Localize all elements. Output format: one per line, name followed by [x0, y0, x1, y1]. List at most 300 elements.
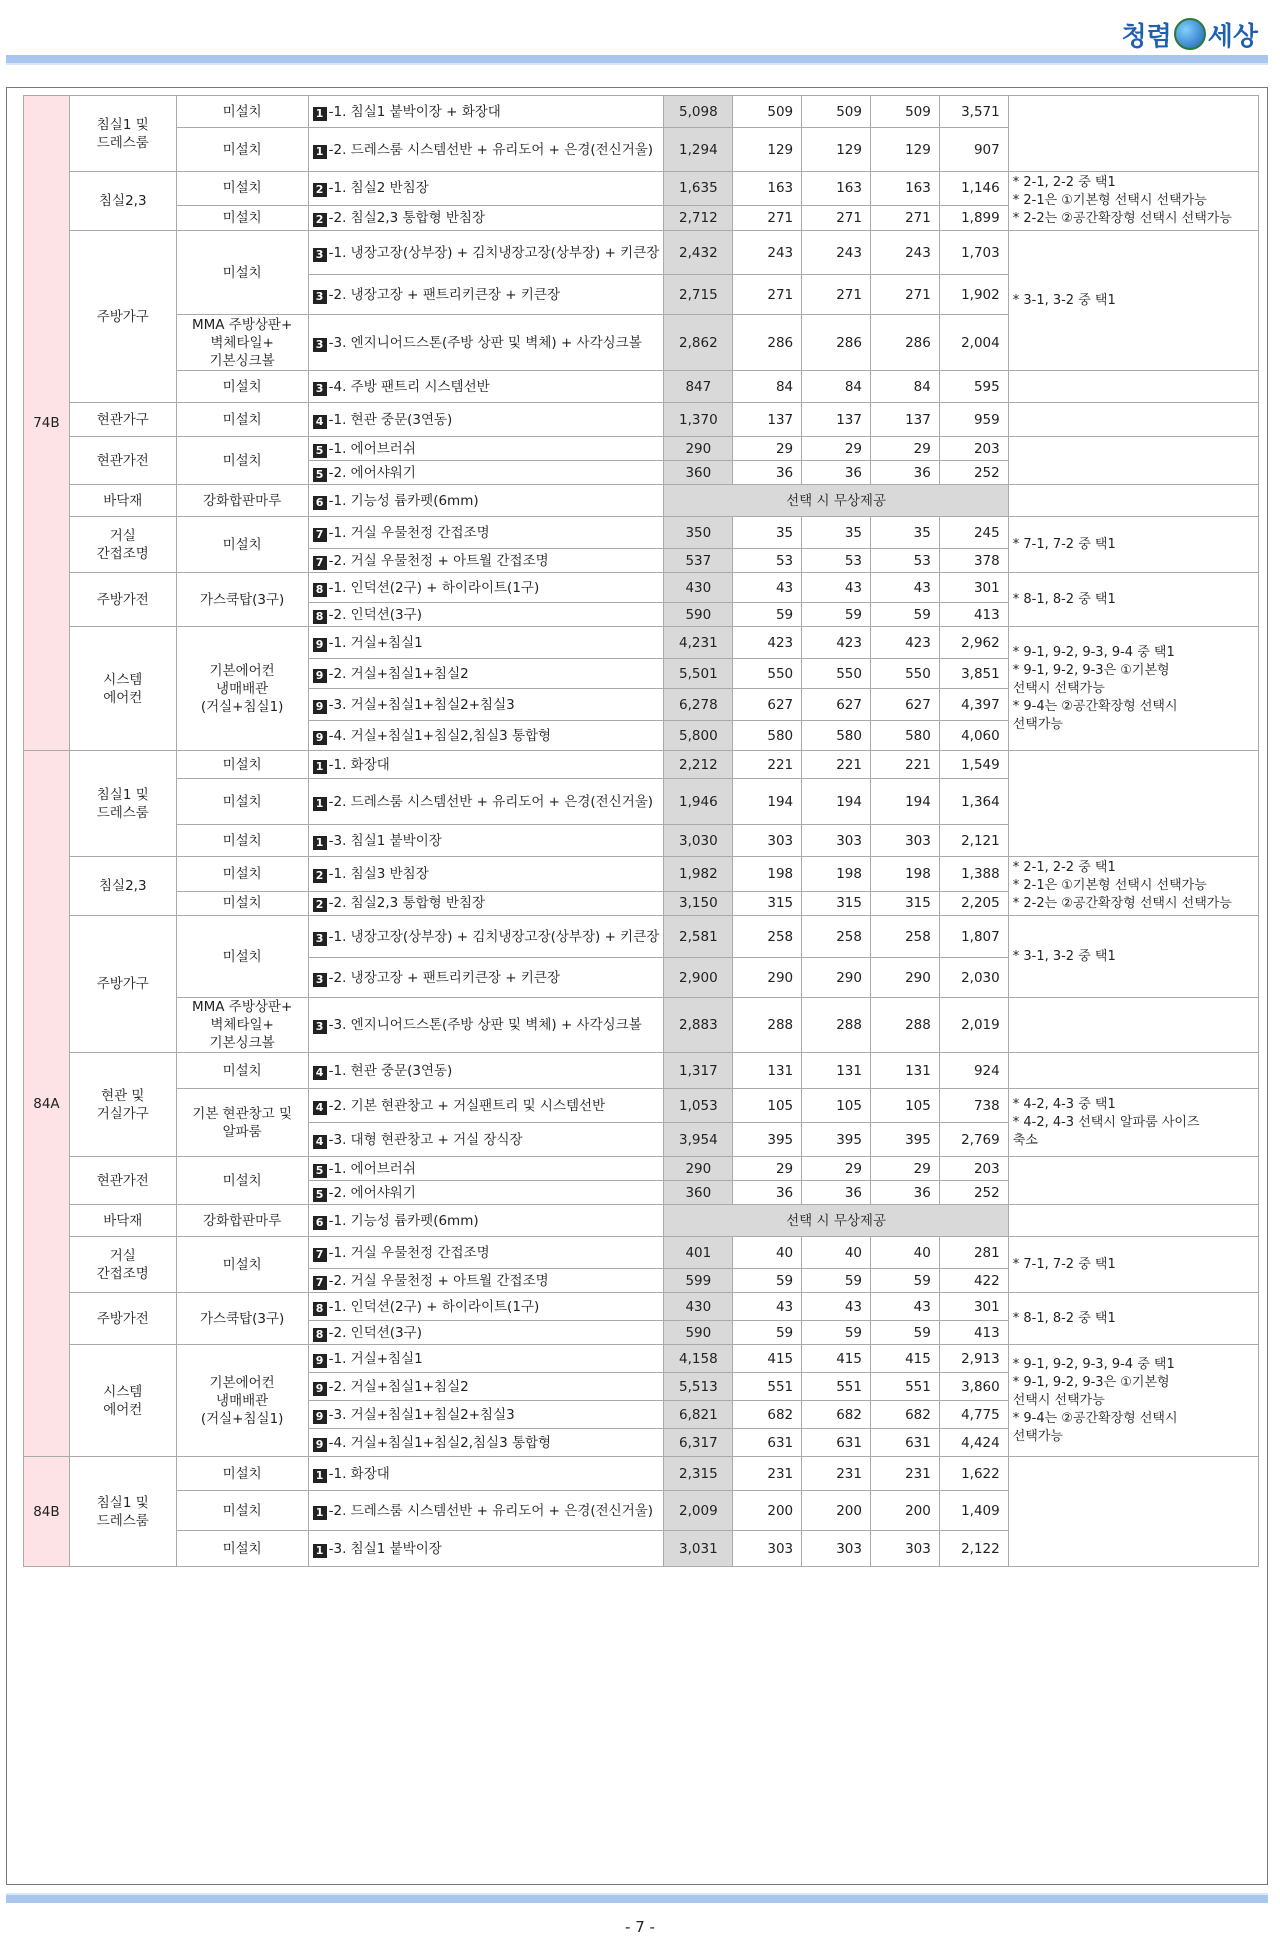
payment-3-cell	[871, 172, 940, 206]
option-item-cell	[308, 1053, 664, 1089]
cell-text: 198	[836, 865, 862, 882]
price-cell	[664, 857, 733, 892]
price-cell	[664, 517, 733, 549]
cell-text: 290	[685, 440, 712, 457]
category-cell	[69, 172, 176, 231]
option-item-text: -2. 드레스룸 시스템선반 + 유리도어 + 은경(전신거울)	[328, 141, 654, 158]
cell-text: 105	[767, 1097, 794, 1114]
option-item-text: -1. 에어브러쉬	[328, 1160, 416, 1177]
cell-text: 미설치	[222, 103, 262, 120]
balance-cell	[939, 1269, 1008, 1293]
payment-2-cell	[802, 1429, 871, 1457]
option-item-text: -3. 거실+침실1+침실2+침실3	[328, 1406, 515, 1423]
balance-cell	[939, 825, 1008, 857]
cell-text: 1,946	[679, 793, 718, 810]
base-spec-cell	[176, 1089, 308, 1157]
cell-text: 5,513	[679, 1378, 718, 1395]
table-row	[24, 1205, 1259, 1237]
payment-2-cell	[802, 1089, 871, 1123]
balance-cell	[939, 172, 1008, 206]
option-number-badge: 1	[313, 797, 327, 811]
option-number-badge: 3	[313, 932, 327, 946]
cell-text: 221	[836, 756, 862, 773]
price-cell	[664, 916, 733, 958]
payment-2-cell	[802, 1457, 871, 1491]
category-cell	[69, 231, 176, 403]
option-item-cell	[308, 659, 664, 689]
base-spec-cell	[176, 172, 308, 206]
option-item-cell	[308, 205, 664, 230]
cell-text: (거실+침실1)	[200, 698, 284, 715]
option-item-text: -4. 거실+침실1+침실2,침실3 통합형	[328, 1434, 552, 1451]
cell-text: 550	[767, 665, 794, 682]
cell-text: 627	[836, 696, 862, 713]
cell-text: 벽체타일+	[210, 334, 274, 351]
cell-text: 29	[844, 1160, 862, 1177]
price-cell	[664, 96, 733, 128]
option-item-cell	[308, 517, 664, 549]
payment-3-cell	[871, 573, 940, 603]
cell-text: 271	[836, 209, 862, 226]
cell-text: 194	[767, 793, 794, 810]
price-cell	[664, 315, 733, 371]
cell-text: 2,315	[679, 1465, 718, 1482]
cell-text: 631	[836, 1434, 862, 1451]
payment-3-cell	[871, 1237, 940, 1269]
option-item-text: -4. 거실+침실1+침실2,침실3 통합형	[328, 727, 552, 744]
cell-text: 29	[775, 440, 794, 457]
cell-text: 냉매배관	[216, 680, 269, 697]
cell-text: 290	[905, 969, 931, 986]
price-cell	[664, 205, 733, 230]
table-row	[24, 1457, 1259, 1491]
cell-text: 907	[973, 141, 1000, 158]
cell-text: 4,158	[679, 1350, 718, 1367]
balance-cell	[939, 998, 1008, 1053]
note-cell	[1008, 1089, 1258, 1157]
cell-text: 590	[685, 1324, 712, 1341]
cell-text: 3,031	[679, 1540, 718, 1557]
balance-cell	[939, 916, 1008, 958]
payment-1-cell	[733, 573, 802, 603]
cell-text: 침실2,3	[98, 193, 147, 209]
option-number-badge: 1	[313, 145, 327, 159]
cell-text: 강화합판마루	[203, 492, 282, 509]
option-item-cell	[308, 1531, 664, 1567]
payment-2-cell	[802, 627, 871, 659]
option-item-cell	[308, 485, 664, 517]
cell-text: 선택시 선택가능	[1012, 1392, 1105, 1408]
cell-text: 303	[905, 832, 931, 849]
cell-text: 36	[775, 464, 794, 481]
balance-cell	[939, 857, 1008, 892]
cell-text: 301	[973, 579, 1000, 596]
payment-2-cell	[802, 128, 871, 172]
base-spec-cell	[176, 1205, 308, 1237]
cell-text: 2,962	[961, 634, 1000, 651]
payment-2-cell	[802, 1269, 871, 1293]
cell-text: 413	[973, 1324, 1000, 1341]
category-cell	[69, 1053, 176, 1157]
cell-text: 6,821	[679, 1406, 718, 1423]
cell-text: 1,388	[961, 865, 1000, 882]
option-item-text: -3. 엔지니어드스톤(주방 상판 및 벽체) + 사각싱크볼	[328, 1017, 642, 1033]
option-item-cell	[308, 461, 664, 485]
payment-3-cell	[871, 1429, 940, 1457]
payment-1-cell	[733, 659, 802, 689]
cell-text: 40	[775, 1244, 794, 1261]
table-row	[24, 627, 1259, 659]
cell-text: 거실	[109, 527, 136, 544]
cell-text: 기본에어컨	[209, 1374, 275, 1391]
payment-1-cell	[733, 1345, 802, 1373]
footer-bar	[6, 1895, 1268, 1903]
payment-3-cell	[871, 549, 940, 573]
cell-text: 2,205	[961, 895, 1000, 912]
price-cell	[664, 1157, 733, 1181]
option-item-cell	[308, 128, 664, 172]
cell-text: 2,712	[679, 209, 718, 226]
note-cell	[1008, 371, 1258, 403]
cell-text: 1,549	[961, 756, 1000, 773]
cell-text: 550	[905, 665, 931, 682]
price-cell	[664, 1373, 733, 1401]
cell-text: * 9-1, 9-2, 9-3은 ①기본형	[1012, 662, 1170, 678]
payment-1-cell	[733, 1269, 802, 1293]
balance-cell	[939, 1491, 1008, 1531]
cell-text: * 2-2는 ②공간확장형 선택시 선택가능	[1012, 896, 1232, 911]
cell-text: 4,231	[679, 634, 718, 651]
option-item-cell	[308, 549, 664, 573]
cell-text: 231	[836, 1465, 862, 1482]
base-spec-cell	[176, 1457, 308, 1491]
cell-text: 3,851	[961, 665, 1000, 682]
cell-text: 29	[913, 440, 931, 457]
cell-text: 84	[844, 378, 862, 395]
globe-icon	[1174, 18, 1206, 50]
payment-1-cell	[733, 172, 802, 206]
category-cell	[69, 916, 176, 1053]
option-number-badge: 3	[313, 973, 327, 987]
cell-text: * 2-1은 ①기본형 선택시 선택가능	[1012, 193, 1207, 208]
cell-text: 간접조명	[96, 1265, 149, 1282]
option-number-badge: 7	[313, 1248, 327, 1262]
payment-2-cell	[802, 231, 871, 275]
note-cell	[1008, 627, 1258, 751]
cell-text: 미설치	[222, 411, 262, 428]
cell-text: 2,019	[961, 1017, 1000, 1033]
balance-cell	[939, 1321, 1008, 1345]
cell-text: 415	[905, 1350, 931, 1367]
balance-cell	[939, 549, 1008, 573]
cell-text: 미설치	[222, 452, 262, 469]
balance-cell	[939, 603, 1008, 627]
cell-text: * 2-1, 2-2 중 택1	[1012, 175, 1116, 190]
option-number-badge: 1	[313, 107, 327, 121]
cell-text: 53	[913, 552, 931, 569]
cell-text: 3,860	[961, 1378, 1000, 1395]
payment-3-cell	[871, 1345, 940, 1373]
cell-text: 509	[767, 103, 794, 120]
cell-text: 74B	[33, 415, 60, 431]
payment-3-cell	[871, 1269, 940, 1293]
cell-text: 271	[836, 286, 862, 303]
cell-text: 선택시 선택가능	[1012, 680, 1105, 696]
payment-1-cell	[733, 627, 802, 659]
option-number-badge: 6	[313, 496, 327, 510]
cell-text: 59	[844, 606, 862, 623]
cell-text: 59	[913, 606, 931, 623]
payment-1-cell	[733, 998, 802, 1053]
option-item-text: -1. 기능성 륨카펫(6mm)	[328, 492, 479, 509]
payment-3-cell	[871, 603, 940, 627]
option-item-cell	[308, 603, 664, 627]
cell-text: 129	[905, 141, 931, 158]
payment-2-cell	[802, 275, 871, 315]
cell-text: 침실2,3	[98, 878, 147, 894]
option-item-cell	[308, 751, 664, 779]
option-item-text: -1. 화장대	[328, 756, 390, 773]
cell-text: 36	[913, 1184, 931, 1201]
payment-2-cell	[802, 371, 871, 403]
cell-text: 4,775	[961, 1406, 1000, 1423]
cell-text: 미설치	[222, 1256, 262, 1273]
cell-text: 430	[685, 1298, 712, 1315]
cell-text: 2,862	[679, 334, 718, 351]
option-item-cell	[308, 1205, 664, 1237]
payment-1-cell	[733, 96, 802, 128]
category-cell	[69, 1157, 176, 1205]
table-row	[24, 96, 1259, 128]
cell-text: 551	[905, 1378, 931, 1395]
note-cell	[1008, 1457, 1258, 1567]
payment-1-cell	[733, 1429, 802, 1457]
cell-text: 1,370	[679, 411, 718, 428]
option-number-badge: 3	[313, 338, 327, 352]
price-cell	[664, 1237, 733, 1269]
category-cell	[69, 403, 176, 437]
cell-text: 59	[775, 1324, 794, 1341]
base-spec-cell	[176, 857, 308, 892]
cell-text: 738	[973, 1097, 1000, 1114]
balance-cell	[939, 779, 1008, 825]
base-spec-cell	[176, 1293, 308, 1345]
cell-text: 395	[767, 1131, 794, 1148]
cell-text: 드레스룸	[96, 134, 149, 151]
payment-2-cell	[802, 172, 871, 206]
payment-1-cell	[733, 1089, 802, 1123]
cell-text: 59	[913, 1272, 931, 1289]
cell-text: 침실1 및	[96, 1494, 149, 1511]
cell-text: 1,899	[961, 209, 1000, 226]
cell-text: 315	[836, 895, 862, 912]
option-number-badge: 4	[313, 1101, 327, 1115]
cell-text: * 2-1, 2-2 중 택1	[1012, 860, 1116, 875]
option-price-table	[23, 95, 1259, 1567]
option-item-text: -2. 에어샤워기	[328, 464, 416, 481]
cell-text: 미설치	[222, 756, 262, 773]
cell-text: 243	[767, 244, 794, 261]
option-number-badge: 1	[313, 1506, 327, 1520]
balance-cell	[939, 627, 1008, 659]
payment-3-cell	[871, 627, 940, 659]
option-number-badge: 5	[313, 468, 327, 482]
option-item-text: -2. 인덕션(3구)	[328, 606, 422, 623]
cell-text: 1,053	[679, 1097, 718, 1114]
price-cell	[664, 1401, 733, 1429]
price-cell	[664, 1345, 733, 1373]
price-cell	[664, 721, 733, 751]
cell-text: 286	[767, 334, 794, 351]
cell-text: 3,150	[679, 895, 718, 912]
page-number: - 7 -	[625, 1918, 655, 1936]
logo-text: 청렴	[1121, 21, 1172, 52]
note-cell	[1008, 916, 1258, 998]
payment-1-cell	[733, 205, 802, 230]
cell-text: 선택 시 무상제공	[786, 492, 886, 509]
cell-text: 3,571	[961, 103, 1000, 120]
balance-cell	[939, 689, 1008, 721]
payment-1-cell	[733, 403, 802, 437]
option-number-badge: 9	[313, 1438, 327, 1452]
cell-text: 395	[836, 1131, 862, 1148]
balance-cell	[939, 659, 1008, 689]
balance-cell	[939, 403, 1008, 437]
balance-cell	[939, 1053, 1008, 1089]
payment-1-cell	[733, 825, 802, 857]
cell-text: 기본 현관창고 및	[192, 1105, 293, 1122]
price-cell	[664, 371, 733, 403]
cell-text: 163	[905, 180, 931, 197]
cell-text: * 4-2, 4-3 중 택1	[1012, 1096, 1116, 1112]
cell-text: 198	[905, 865, 931, 882]
table-row	[24, 1293, 1259, 1321]
option-number-badge: 4	[313, 1066, 327, 1080]
cell-text: * 3-1, 3-2 중 택1	[1012, 948, 1116, 964]
price-cell	[664, 1293, 733, 1321]
base-spec-cell	[176, 371, 308, 403]
cell-text: 미설치	[222, 865, 262, 882]
cell-text: 6,317	[679, 1434, 718, 1451]
table-row	[24, 172, 1259, 206]
cell-text: 131	[836, 1062, 862, 1079]
option-item-cell	[308, 573, 664, 603]
option-number-badge: 2	[313, 213, 327, 227]
cell-text: 203	[973, 1160, 1000, 1177]
base-spec-cell	[176, 205, 308, 230]
option-number-badge: 7	[313, 1276, 327, 1290]
option-number-badge: 2	[313, 869, 327, 883]
cell-text: 1,294	[679, 141, 718, 158]
cell-text: 미설치	[222, 793, 262, 810]
cell-text: * 3-1, 3-2 중 택1	[1012, 292, 1116, 308]
payment-3-cell	[871, 461, 940, 485]
option-item-text: -1. 거실 우물천정 간접조명	[328, 1244, 490, 1261]
table-row	[24, 751, 1259, 779]
cell-text: 131	[905, 1062, 931, 1079]
payment-1-cell	[733, 517, 802, 549]
cell-text: 682	[767, 1406, 794, 1423]
payment-1-cell	[733, 779, 802, 825]
balance-cell	[939, 275, 1008, 315]
cell-text: * 2-1은 ①기본형 선택시 선택가능	[1012, 878, 1207, 893]
base-spec-cell	[176, 779, 308, 825]
base-spec-cell	[176, 825, 308, 857]
category-cell	[69, 1293, 176, 1345]
cell-text: 드레스룸	[96, 1512, 149, 1529]
note-cell	[1008, 1345, 1258, 1457]
payment-1-cell	[733, 1373, 802, 1401]
cell-text: 미설치	[222, 264, 262, 281]
cell-text: 847	[685, 378, 712, 395]
cell-text: 258	[836, 928, 862, 945]
cell-text: 415	[836, 1350, 862, 1367]
option-item-text: -1. 침실3 반침장	[328, 865, 429, 882]
cell-text: 105	[905, 1097, 931, 1114]
table-row	[24, 231, 1259, 275]
payment-3-cell	[871, 1531, 940, 1567]
payment-2-cell	[802, 779, 871, 825]
note-cell	[1008, 857, 1258, 916]
table-row	[24, 485, 1259, 517]
cell-text: 378	[973, 552, 1000, 569]
option-item-cell	[308, 1123, 664, 1157]
cell-text: 252	[973, 464, 1000, 481]
cell-text: 53	[775, 552, 794, 569]
option-item-cell	[308, 437, 664, 461]
option-number-badge: 8	[313, 583, 327, 597]
cell-text: 29	[844, 440, 862, 457]
cell-text: * 2-2는 ②공간확장형 선택시 선택가능	[1012, 211, 1232, 226]
option-number-badge: 3	[313, 382, 327, 396]
price-cell	[664, 998, 733, 1053]
option-item-cell	[308, 1345, 664, 1373]
cell-text: 1,982	[679, 865, 718, 882]
balance-cell	[939, 573, 1008, 603]
payment-3-cell	[871, 403, 940, 437]
cell-text: 43	[913, 1298, 931, 1315]
cell-text: 423	[767, 634, 794, 651]
cell-text: 360	[685, 464, 712, 481]
logo	[1122, 14, 1258, 54]
option-item-cell	[308, 627, 664, 659]
cell-text: 35	[913, 524, 931, 541]
option-number-badge: 7	[313, 556, 327, 570]
cell-text: 선택 시 무상제공	[786, 1212, 886, 1229]
option-item-cell	[308, 958, 664, 998]
cell-text: 시스템	[103, 1383, 143, 1400]
cell-text: 84	[775, 378, 794, 395]
base-spec-cell	[176, 627, 308, 751]
payment-1-cell	[733, 1237, 802, 1269]
payment-1-cell	[733, 751, 802, 779]
payment-3-cell	[871, 275, 940, 315]
cell-text: 알파룸	[222, 1123, 262, 1140]
option-item-text: -4. 주방 팬트리 시스템선반	[328, 378, 490, 395]
payment-3-cell	[871, 958, 940, 998]
price-cell	[664, 461, 733, 485]
price-cell	[664, 128, 733, 172]
payment-3-cell	[871, 891, 940, 915]
cell-text: 194	[905, 793, 931, 810]
payment-2-cell	[802, 1237, 871, 1269]
payment-2-cell	[802, 517, 871, 549]
balance-cell	[939, 96, 1008, 128]
cell-text: 303	[905, 1540, 931, 1557]
cell-text: 미설치	[222, 209, 262, 226]
cell-text: 주방가구	[96, 308, 149, 325]
cell-text: 271	[767, 209, 794, 226]
